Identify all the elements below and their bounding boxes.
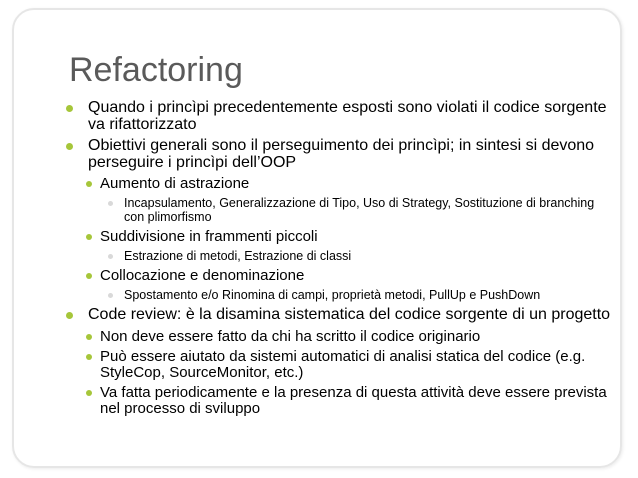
bullet-dot-icon <box>66 143 73 150</box>
bullet-dot-icon <box>108 254 113 259</box>
slide-content <box>66 100 614 421</box>
sub-bullet-fragments <box>86 229 614 245</box>
bullet-dot-icon <box>86 334 92 340</box>
bullet-dot-icon <box>86 390 92 396</box>
bullet-text: Aumento di astrazione <box>100 175 250 192</box>
bullet-dot-icon <box>86 181 92 187</box>
sub-sub-bullet-abstraction-detail <box>108 196 614 224</box>
bullet-text: Spostamento e/o Rinomina di campi, proprietà metodi, PullUp e PushDown <box>124 288 541 302</box>
bullet-dot-icon <box>86 273 92 279</box>
bullet-dot-icon <box>86 234 92 240</box>
bullet-dot-icon <box>66 105 73 112</box>
bullet-text: Quando i princìpi precedentemente esposti sono violati il codice sorgente va rifattorizzato <box>88 99 607 133</box>
bullet-text: Suddivisione in frammenti piccoli <box>100 228 318 245</box>
bullet-text: Estrazione di metodi, Estrazione di classi <box>124 249 352 263</box>
bullet-objectives <box>66 138 614 171</box>
bullet-dot-icon <box>108 293 113 298</box>
bullet-text: Incapsulamento, Generalizzazione di Tipo, Uso di Strategy, Sostituzione di branching con plimorfismo <box>124 196 595 224</box>
bullet-text: Code review: è la disamina sistematica del codice sorgente di un progetto <box>88 306 611 323</box>
bullet-dot-icon <box>66 312 73 319</box>
bullet-text: Collocazione e denominazione <box>100 267 305 284</box>
sub-bullet-review-tools <box>86 349 614 381</box>
sub-bullet-review-periodic <box>86 385 614 417</box>
sub-sub-bullet-placement-detail <box>108 288 614 302</box>
slide-title: Refactoring <box>69 51 243 89</box>
bullet-text: Può essere aiutato da sistemi automatici di analisi statica del codice (e.g. StyleCop, SourceMonitor, etc.) <box>100 347 586 381</box>
bullet-text: Va fatta periodicamente e la presenza di questa attività deve essere prevista nel processo di sviluppo <box>100 383 607 417</box>
bullet-dot-icon <box>86 354 92 360</box>
sub-bullet-abstraction <box>86 176 614 192</box>
sub-sub-bullet-fragments-detail <box>108 249 614 263</box>
sub-bullet-review-author <box>86 329 614 345</box>
sub-bullet-placement <box>86 268 614 284</box>
bullet-text: Obiettivi generali sono il perseguimento dei princìpi; in sintesi si devono perseguire i princìpi dell’OOP <box>88 137 595 171</box>
bullet-refactoring-when <box>66 100 614 133</box>
bullet-text: Non deve essere fatto da chi ha scritto il codice originario <box>100 327 481 345</box>
bullet-code-review <box>66 307 614 324</box>
bullet-dot-icon <box>108 201 113 206</box>
